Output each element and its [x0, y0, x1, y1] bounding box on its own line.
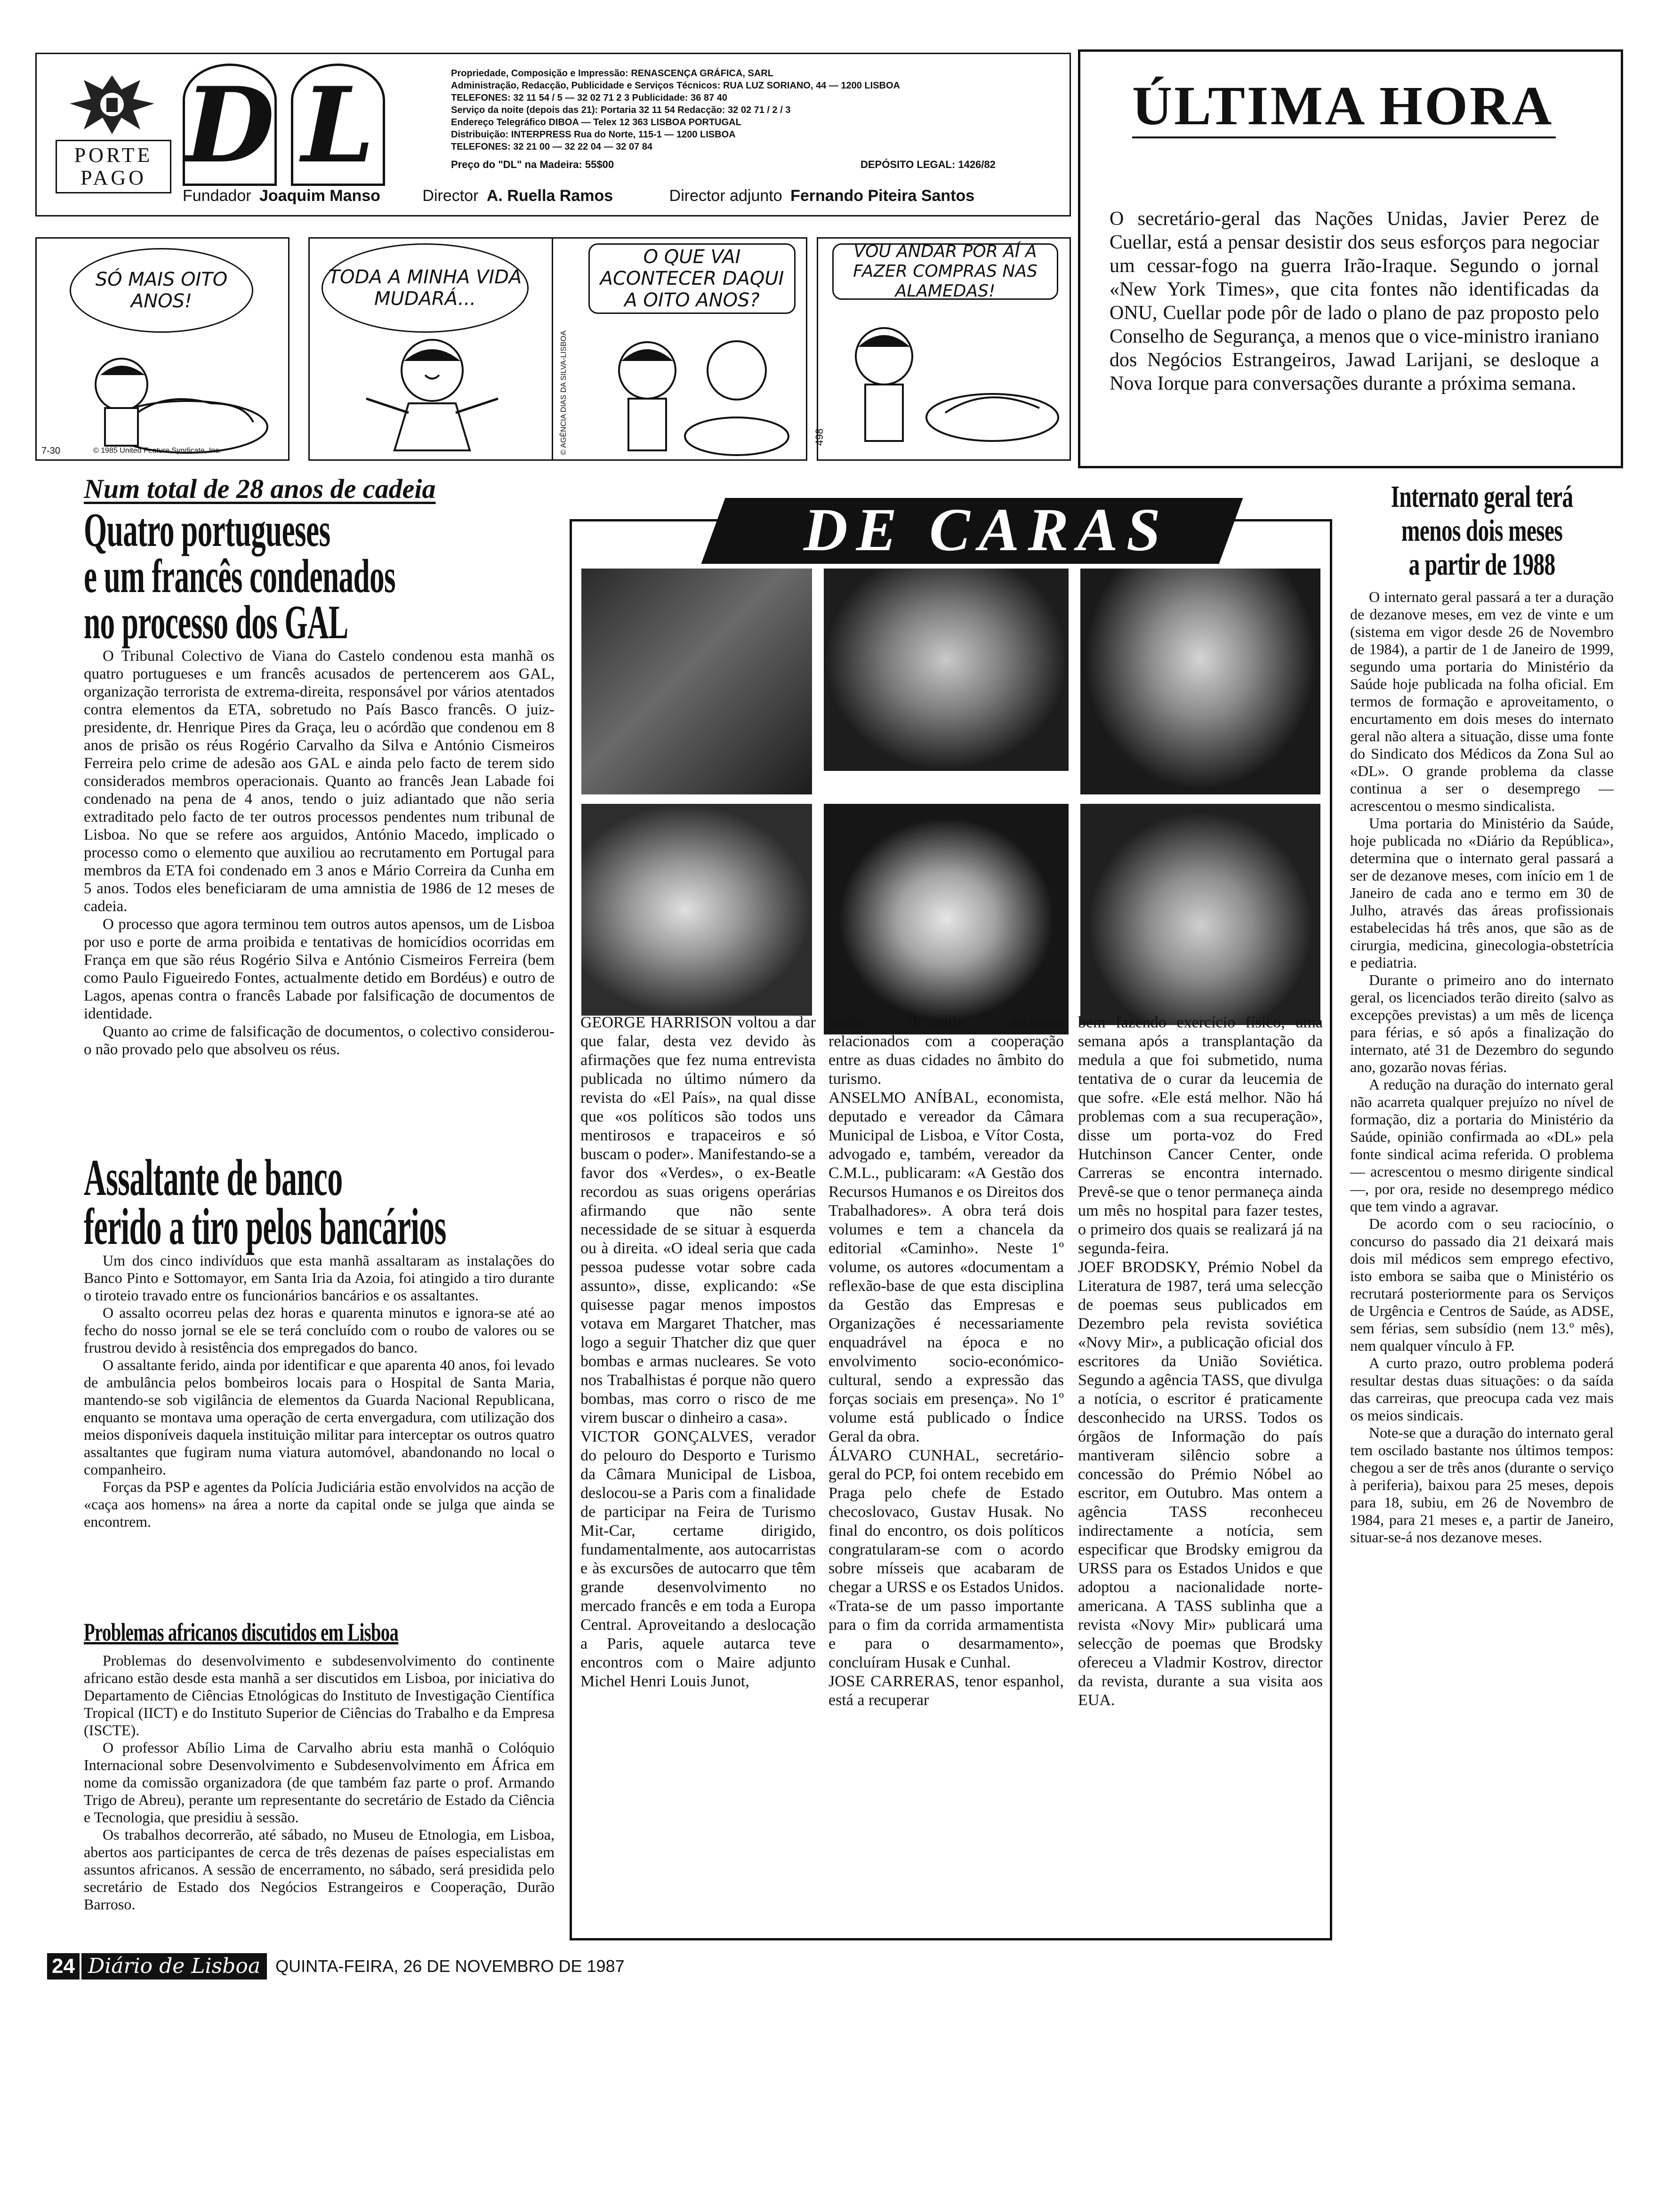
portrait-photo-3: [1080, 569, 1320, 794]
masthead: [35, 53, 1071, 216]
character-illustration-3: [586, 319, 793, 460]
portrait-photo-5: [824, 804, 1069, 1034]
comic-agency: © AGÊNCIA DIAS DA SILVA-LISBOA: [560, 330, 568, 455]
footer-date: QUINTA-FEIRA, 26 DE NOVEMBRO DE 1987: [275, 1956, 625, 1976]
speech-bubble-1: SÓ MAIS OITO ANOS!: [70, 248, 253, 333]
logo-d: D: [183, 64, 277, 186]
decaras-title: DE CARAS: [803, 496, 1169, 564]
decaras-column-1: GEORGE HARRISON voltou a dar que falar, desta vez devido às afirmações que fez numa entrevista publicada no último número da revista do «El País», na qual disse que «os políticos são todos uns mentirosos e trapaceiros e só buscam o poder». Manifestando-se a favor dos «Verdes», o ex-Beatle recordou as suas origens operárias afirmando que não sente necessidade de se situar à esquerda ou à direita. «O ideal seria que cada pessoa pudesse votar sobre cada assunto», disse, explicando: «Se quisesse pagar menos impostos votava em Margaret Thatcher, mas logo a seguir Thatcher diz que quer bombas e armas nucleares. Se voto nos Trabalhistas é porque não quero bombas, mas corro o risco de me virem buscar o dinheiro a casa». VICTOR GONÇALVES, verador do pelouro do Desporto e Turismo da Câmara Municipal de Lisboa, deslocou-se a Paris com a finalidade de participar na Feira de Turismo Mit-Car, certame dirigido, fundamentalmente, aos autocarristas e às excursões de autocarro que têm grande desenvolvimento no mercado francês e em toda a Europa Central. Aproveitando a deslocação a Paris, aquele autarca teve encontros com o Maire adjunto Michel Henri Louis Junot,: [580, 1014, 816, 1690]
internato-body: O internato geral passará a ter a duração de dezanove meses, em vez de vinte e um (sistema em vigor desde 26 de Novembro de 1984), a partir de 1 de Janeiro de 1999, segundo uma portaria do Ministério da Saúde hoje publicada na folha oficial. Em termos de formação e aproveitamento, o encurtamento em dois meses do internato geral não altera a situação, disse uma fonte do Sindicato dos Médicos da Zona Sul ao «DL». O grande problema da classe continua a ser o desemprego — acrescentou o mesmo sindicalista. Uma portaria do Ministério da Saúde, hoje publicada no «Diário da República», determina que o internato geral passará a ser de dezanove meses, com início em 1 de Janeiro de cada ano e termo em 30 de Julho, através das áreas profissionais estabelecidas há três anos, que são as de cirurgia, medicina, ginecologia-obstetrícia e pediatria. Durante o primeiro ano do internato geral, os licenciados terão direito (salvo as excepções previstas) a um mês de licença para férias, e só após a finalização do internato, até 31 de Dezembro do segundo ano, gozarão novas férias. A redução na duração do internato geral não acarreta qualquer prejuízo no nível de formação, diz a portaria do Ministério da Saúde, opinião confirmada ao «DL» pela fonte sindical acima referida. O problema — acrescentou o mesmo dirigente sindical —, por ora, reside no desemprego médico que tem vindo a agravar. De acordo com o seu raciocínio, o concurso do passado dia 21 deixará mais dois mil médicos sem emprego efectivo, isto embora se saiba que o Ministério os recrutará posteriormente para os Serviços de Urgência e Centros de Saúde, as ADSE, sem férias, sem subsídio (nem 13.º mês), nem qualquer vínculo à FP. A curto prazo, outro problema poderá resultar destas duas situações: o da saída das carreiras, que preocupa cada vez mais os meios sindicais. Note-se que a duração do internato geral tem oscilado bastante nos últimos tempos: chegou a ser de três anos (durante o serviço à periferia), baixou para 25 meses, depois para 18, subiu, em 26 de Novembro de 1984, para 21 meses e, a partir de Janeiro, situar-se-á nos dezanove meses.: [1350, 588, 1614, 1546]
crest-icon: [65, 71, 159, 136]
porte-pago: PORTE PAGO: [56, 140, 171, 193]
portrait-photo-6: [1080, 804, 1320, 1025]
comic-panel-1: [35, 237, 290, 461]
comic-panel-3: [553, 237, 807, 461]
price: Preço do "DL" na Madeira: 55$00: [451, 159, 614, 170]
bank-body: Um dos cinco indivíduos que esta manhã assaltaram as instalações do Banco Pinto e Sottomayor, em Santa Iria da Azoia, foi atingido a tiro durante o tiroteio travado entre os funcionários bancários e os assaltantes. O assalto ocorreu pelas dez horas e quarenta minutos e ignora-se até ao fecho do nosso jornal se ele se terá concluído com o roubo de valores ou se frustrou devido à resistência dos empregados do banco. O assaltante ferido, ainda por identificar e que aparenta 40 anos, foi levado de ambulância pelos bombeiros locais para o Hospital de Santa Maria, mantendo-se sob vigilância de elementos da Guarda Nacional Republicana, enquanto se montava uma operação de certa envergadura, com utilização dos meios disponíveis daquela instituição militar para interceptar os outros quatro assaltantes que fugiram numa viatura automóvel, abandonando no local o companheiro. Forças da PSP e agentes da Polícia Judiciária estão envolvidos na acção de «caça aos homens» na área a norte da capital onde se julga que ainda se encontrem.: [84, 1252, 555, 1530]
imprint: Propriedade, Composição e Impressão: RENASCENÇA GRÁFICA, SARL Administração, Redacção, Publicidade e Serviços Técnicos: RUA LUZ SORIANO, 44 — 1200 LISBOA TELEFONES: 32 11 54 / 5 — 32 02 71 2 3 Publicidade: 36 87 40 Serviço da noite (depois das 21): Portaria 32 11 54 Redacção: 32 02 71 / 2 / 3 Endereço Telegráfico DIBOA — Telex 12 363 LISBOA PORTUGAL Distribuição: INTERPRESS Rua do Norte, 115-1 — 1200 LISBOA TELEFONES: 32 21 00 — 32 22 04 — 32 07 84: [451, 68, 900, 152]
character-illustration-4: [828, 309, 1063, 450]
character-illustration-2: [338, 328, 526, 460]
deposit: DEPÓSITO LEGAL: 1426/82: [861, 159, 996, 170]
africa-headline: Problemas africanos discutidos em Lisboa: [84, 1618, 399, 1646]
logo-l: L: [291, 64, 385, 186]
ultima-hora-title: ÚLTIMA HORA: [1132, 75, 1556, 138]
comic-panel-2: [308, 237, 553, 461]
decaras-column-2: tendo debatido assuntos relacionados com a cooperação entre as duas cidades no âmbito do turismo. ANSELMO ANÍBAL, economista, deputado e vereador da Câmara Municipal de Lisboa, e Vítor Costa, advogado e, também, vereador da C.M.L., publicaram: «A Gestão dos Recursos Humanos e os Direitos dos Trabalhadores». A obra terá dois volumes e tem a chancela da editorial «Caminho». Neste 1º volume, os autores «documentam a reflexão-base de que esta disciplina da Gestão das Empresas e Organizações é necessariamente enquadrável na época e no envolvimento socio-económico-cultural, sendo a expressão das forças sociais em presença». No 1º volume está publicado o Índice Geral da obra. ÁLVARO CUNHAL, secretário-geral do PCP, foi ontem recebido em Praga pelo chefe de Estado checoslovaco, Gustav Husak. No final do encontro, os dois políticos congratularam-se com o acordo sobre mísseis que acabaram de chegar a URSS e os Estados Unidos. «Trata-se de um passo importante para o fim da corrida armamentista e para o desarmamento», concluíram Husak e Cunhal. JOSE CARRERAS, tenor espanhol, está a recuperar: [828, 1014, 1064, 1709]
portrait-photo-2: [824, 569, 1069, 771]
paper-name: Diário de Lisboa: [81, 1953, 267, 1980]
gal-body: O Tribunal Colectivo de Viana do Castelo condenou esta manhã os quatro portugueses e um francês acusados de pertencerem aos GAL, organização terrorista de extrema-direita, responsável por vários atentados contra elementos da ETA, sobretudo no País Basco francês. O juiz-presidente, dr. Henrique Pires da Graça, leu o acórdão que condenou em 8 anos de prisão os réus Rogério Carvalho da Silva e António Cismeiros Ferreira pelo crime de adesão aos GAL e ainda pelo facto de terem sido considerados membros operacionais. Quanto ao francês Jean Labade foi condenado na pena de 4 anos, tendo o juiz adiantado que não seria extraditado pelo facto de ter outros processos pendentes num tribunal de Lisboa. No que se refere aos arguidos, António Macedo, implicado o processo como o elemento que auxiliou ao recrutamento em Portugal para membros da ETA foi condenado em 3 anos e Mário Correira da Cunha em 5 anos. Todos eles beneficiaram de uma amnistia de 1986 de 12 meses de cadeia. O processo que agora terminou tem outros autos apensos, um de Lisboa por uso e porte de arma proibida e tentativas de homicídios ocorridas em França em que são réus Rogério Silva e António Cismeiros Ferreira (bem como Paulo Figueiredo Fontes, actualmente detido em Bordéus) e outro de Lagos, apenas contra o francês Labade por falsificação de documentos de identidade. Quanto ao crime de falsificação de documentos, o colectivo considerou-o não provado pelo que absolveu os réus.: [84, 648, 555, 1058]
comic-number: 498: [813, 428, 825, 446]
ultima-hora-text: O secretário-geral das Nações Unidas, Javier Perez de Cuellar, está a pensar desistir dos seus esforços para negociar um cessar-fogo na guerra Irão-Iraque. Segundo o jornal «New York Times», que cita fontes não identificadas da ONU, Cuellar pode pôr de lado o plano de paz proposto pelo Conselho de Segurança, a menos que o vice-ministro iraniano dos Negócios Estrangeiros, Jawad Larijani, se desloque a Nova Iorque para conversações durante a próxima semana.: [1110, 208, 1599, 394]
staff-line: Fundador Joaquim Manso Director A. Ruella Ramos Director adjunto Fernando Piteira Santos: [183, 187, 975, 205]
gal-kicker: Num total de 28 anos de cadeia: [84, 473, 436, 504]
comic-panel-4: [813, 237, 1071, 461]
speech-bubble-4: VOU ANDAR POR AÍ A FAZER COMPRAS NAS ALAMEDAS!: [832, 243, 1058, 300]
portrait-photo-1: [581, 569, 812, 794]
footer: [47, 1953, 753, 1980]
comic-copyright: © 1985 United Feature Syndicate, Inc.: [93, 447, 221, 455]
gal-headline: Quatro portugueses e um francês condenados no processo dos GAL: [84, 504, 396, 649]
comic-date: 7-30: [41, 446, 61, 456]
speech-bubble-2: TODA A MINHA VIDA MUDARÁ...: [322, 243, 529, 333]
africa-body: Problemas do desenvolvimento e subdesenvolvimento do continente africano estão desde esta manhã a ser discutidos em Lisboa, por iniciativa do Departamento de Ciências Etnológicas do Instituto de Investigação Científica Tropical (IICT) e do Instituto Superior de Ciências do Trabalho e da Empresa (ISCTE). O professor Abílio Lima de Carvalho abriu esta manhã o Colóquio Internacional sobre Desenvolvimento e Subdesenvolvimento em África em nome da comissão organizadora (de que também faz parte o prof. Armando Trigo de Abreu), perante um representante do secretário de Estado da Ciência e Tecnologia, que presidiu à sessão. Os trabalhos decorrerão, até sábado, no Museu de Etnologia, em Lisboa, abertos aos participantes de cerca de três dezenas de países especialistas em assuntos africanos. A sessão de encerramento, no sábado, será presidida pelo secretário de Estado dos Negócios Estrangeiros e Cooperação, Durão Barroso.: [84, 1652, 555, 1913]
speech-bubble-3: O QUE VAI ACONTECER DAQUI A OITO ANOS?: [588, 243, 796, 314]
ultima-hora-box: [1078, 49, 1623, 468]
internato-headline: Internato geral terá menos dois meses a partir de 1988: [1391, 480, 1573, 582]
page-number: 24: [47, 1953, 80, 1980]
decaras-column-3: bem fazendo exercício físico, uma semana após a transplantação da medula a que foi submetido, numa tentativa de o curar da leucemia de que sofre. «Ele está melhor. Não há problemas com a sua recuperação», disse um porta-voz do Fred Hutchinson Cancer Center, onde Carreras se encontra internado. Prevê-se que o tenor permaneça ainda um mês no hospital para fazer testes, o primeiro dos quais se realizará já na segunda-feira. JOEF BRODSKY, Prémio Nobel da Literatura de 1987, terá uma selecção de poemas seus publicados em Dezembro pela revista soviética «Novy Mir», a publicação oficial dos escritores da União Soviética. Segundo a agência TASS, que divulga a notícia, o escritor é praticamente desconhecido na URSS. Todos os órgãos de Informação do país mantiveram silêncio sobre a concessão do Prémio Nóbel ao escritor, em Outubro. Mas ontem a agência TASS reconheceu indirectamente a notícia, sem especificar que Brodsky emigrou da URSS para os Estados Unidos e que adoptou a nacionalidade norte-americana. A TASS sublinha que a revista «Novy Mir» publicará uma selecção de poemas que Brodsky ofereceu a Vladmir Kostrov, director da revista, durante a sua visita aos EUA.: [1078, 1014, 1323, 1709]
character-illustration-1: [56, 333, 272, 455]
portrait-photo-4: [581, 804, 812, 1016]
bank-headline: Assaltante de banco ferido a tiro pelos bancários: [84, 1149, 446, 1255]
decaras-box: [570, 496, 1332, 1940]
